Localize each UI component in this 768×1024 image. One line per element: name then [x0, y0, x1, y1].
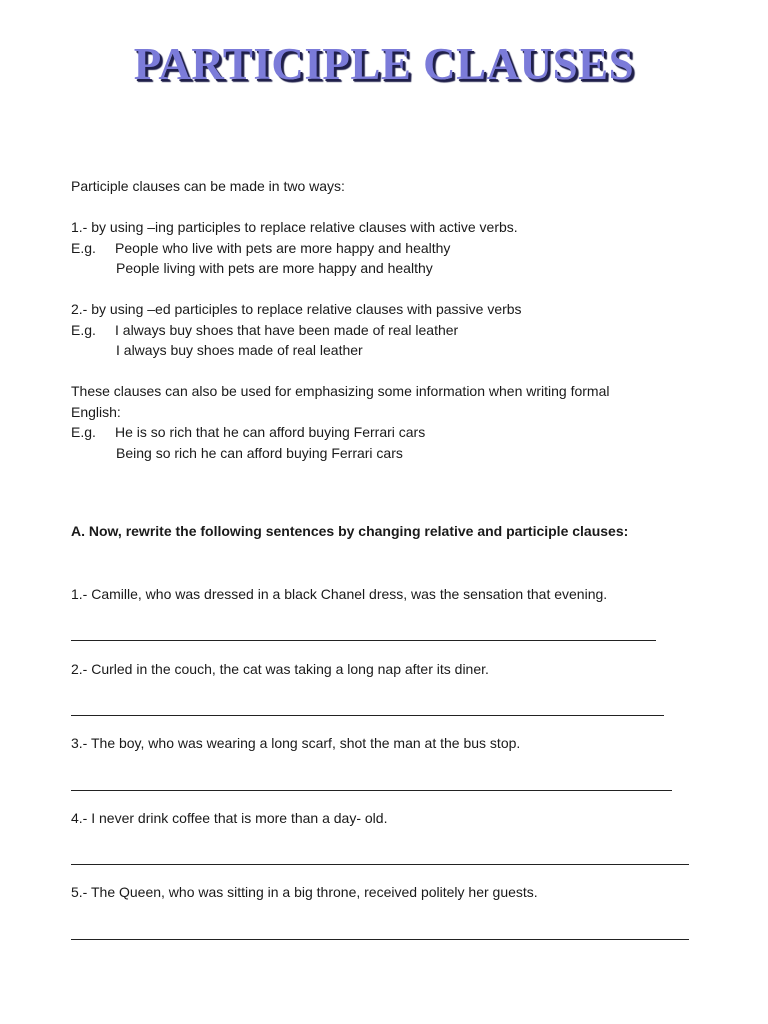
answer-line-3[interactable] — [71, 790, 672, 791]
rule-3-example-a-row — [71, 422, 711, 443]
answer-line-1[interactable] — [71, 640, 656, 641]
rule-3-text-line-2: English: — [71, 403, 121, 420]
rule-2-example-a-row — [71, 320, 711, 341]
eg-label: E.g. — [71, 321, 96, 338]
question-5: 5.- The Queen, who was sitting in a big throne, received politely her guests. — [71, 884, 538, 900]
question-4: 4.- I never drink coffee that is more than a day- old. — [71, 810, 388, 826]
rule-2-example-b: I always buy shoes made of real leather — [116, 342, 363, 358]
intro-text: Participle clauses can be made in two ways: — [71, 178, 345, 194]
answer-line-2[interactable] — [71, 715, 664, 716]
explanation-section — [71, 176, 711, 463]
rule-3-example-b: Being so rich he can afford buying Ferrari cars — [116, 444, 403, 461]
page-title: PARTICIPLE CLAUSES — [133, 39, 635, 89]
question-2: 2.- Curled in the couch, the cat was taking a long nap after its diner. — [71, 661, 489, 677]
eg-label: E.g. — [71, 239, 96, 256]
answer-line-5[interactable] — [71, 939, 689, 940]
exercise-heading: A. Now, rewrite the following sentences by changing relative and participle clauses: — [71, 523, 629, 539]
rule-3-text-line-1: These clauses can also be used for emphasizing some information when writing formal — [71, 383, 610, 399]
rule-1-example-b: People living with pets are more happy and healthy — [116, 260, 433, 276]
eg-label: E.g. — [71, 424, 96, 440]
rule-2-example-a: I always buy shoes that have been made of real leather — [115, 321, 459, 338]
question-1: 1.- Camille, who was dressed in a black Chanel dress, was the sensation that evening. — [71, 586, 608, 602]
question-3: 3.- The boy, who was wearing a long scarf, shot the man at the bus stop. — [71, 735, 521, 751]
rule-2-text: 2.- by using –ed participles to replace relative clauses with passive verbs — [71, 301, 522, 317]
rule-1-example-a-row — [71, 238, 711, 259]
rule-3-example-a: He is so rich that he can afford buying Ferrari cars — [115, 424, 426, 440]
answer-line-4[interactable] — [71, 864, 689, 865]
rule-1-text: 1.- by using –ing participles to replace relative clauses with active verbs. — [71, 219, 518, 235]
rule-1-example-a: People who live with pets are more happy and healthy — [115, 239, 451, 256]
